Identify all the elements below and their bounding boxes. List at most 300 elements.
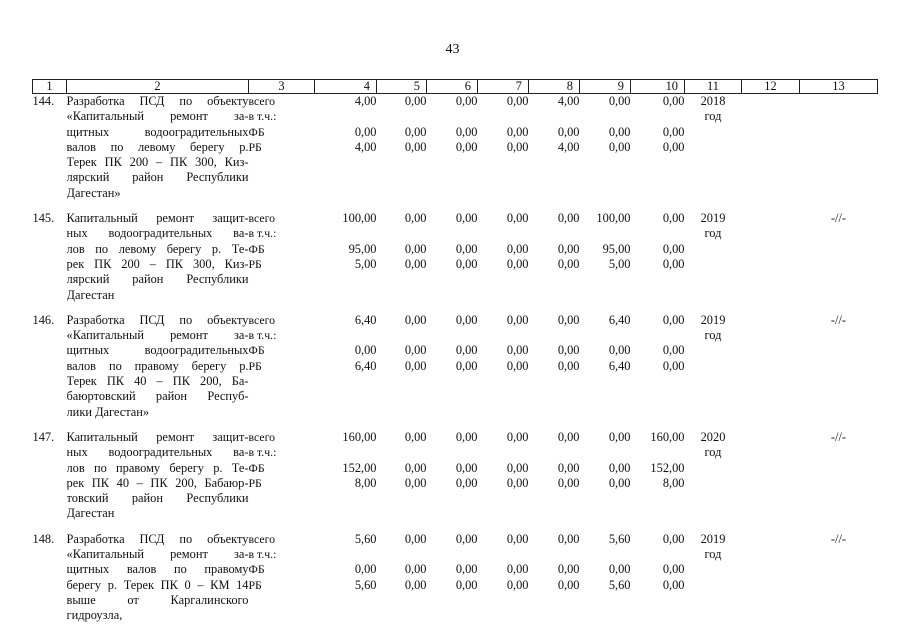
value-cell [315,313,377,430]
note-cell [800,532,878,634]
cell-line: 0,00 [404,312,427,327]
cell-line: 152,00 [342,460,377,475]
value-cell [580,211,631,313]
cell-line: 0,00 [506,312,529,327]
value-cell [427,532,478,634]
cell-line: 0,00 [455,211,478,226]
value-cell [580,430,631,532]
value-cell [427,94,478,212]
funding-source [249,430,315,532]
cell-line: год [704,547,722,562]
cell-line: РБ [248,577,262,592]
cell-line [631,109,685,124]
cell-line: -//- [830,531,847,546]
column-header: 13 [800,80,878,94]
object-name [67,94,249,212]
cell-line: 0,00 [557,343,580,358]
cell-line [478,109,529,124]
cell-line: 5,00 [608,256,631,271]
table-row [33,313,878,430]
cell-line: Капитальный ремонт защит- [66,429,249,444]
table-row [33,532,878,634]
cell-line: в т.ч.: [248,109,277,124]
cell-line: в т.ч.: [248,328,277,343]
cell-line: «Капитальный ремонт за- [66,109,249,124]
value-cell [631,211,685,313]
cell-line: 8,00 [662,475,685,490]
cell-line [377,445,427,460]
cell-line: 0,00 [662,256,685,271]
value-cell [631,430,685,532]
cell-line: 0,00 [354,562,377,577]
column-header: 12 [742,80,800,94]
cell-line: 160,00 [650,429,685,444]
cell-line: 0,00 [455,343,478,358]
column-header: 4 [315,80,377,94]
cell-line [315,547,377,562]
cell-line: 0,00 [662,531,685,546]
cell-line: 0,00 [557,562,580,577]
cell-line: 0,00 [404,460,427,475]
cell-line: -//- [830,312,847,327]
cell-line: 0,00 [455,94,478,108]
value-cell [478,211,529,313]
cell-line [315,109,377,124]
value-cell [529,430,580,532]
cell-line: 0,00 [557,460,580,475]
cell-line: щитных водооградительных [66,124,249,139]
cell-line: ных водооградительных ва- [66,226,249,241]
cell-line: 0,00 [354,343,377,358]
cell-line: в т.ч.: [248,445,277,460]
column-header: 6 [427,80,478,94]
cell-line: 0,00 [404,94,427,108]
table-body [33,94,878,634]
value-cell [631,532,685,634]
cell-line: «Капитальный ремонт за- [66,328,249,343]
cell-line: 5,00 [354,256,377,271]
cell-line: Терек ПК 200 – ПК 300, Киз- [66,155,249,170]
value-cell [529,532,580,634]
cell-line [631,445,685,460]
year-cell [685,313,742,430]
column-header: 11 [685,80,742,94]
cell-line: -//- [830,211,847,226]
cell-line: 0,00 [455,256,478,271]
cell-line: 6,40 [608,358,631,373]
column-12-cell [742,532,800,634]
value-cell [580,313,631,430]
cell-line: 0,00 [506,358,529,373]
cell-line: 0,00 [557,256,580,271]
cell-line [631,226,685,241]
cell-line: Разработка ПСД по объекту [66,312,249,327]
cell-line: 0,00 [506,562,529,577]
cell-line: год [704,226,722,241]
cell-line: 0,00 [455,124,478,139]
cell-line [427,445,478,460]
cell-line: 0,00 [608,429,631,444]
cell-line: Терек ПК 40 – ПК 200, Ба- [66,374,249,389]
value-cell [529,211,580,313]
cell-line [580,328,631,343]
cell-line: 0,00 [404,531,427,546]
value-cell [427,211,478,313]
cell-line: 0,00 [662,562,685,577]
cell-line: 5,60 [608,577,631,592]
value-cell [377,94,427,212]
row-number [33,211,67,313]
value-cell [377,430,427,532]
cell-line: год [704,328,722,343]
column-12-cell [742,211,800,313]
cell-line: 0,00 [455,241,478,256]
cell-line: 0,00 [455,460,478,475]
cell-line: 2019 [700,211,726,226]
cell-line: ФБ [248,562,265,577]
year-cell [685,532,742,634]
cell-line: 0,00 [506,94,529,108]
funding-source [249,313,315,430]
cell-line: 0,00 [506,256,529,271]
cell-line: 5,60 [354,577,377,592]
row-number [33,430,67,532]
value-cell [478,532,529,634]
cell-line [377,547,427,562]
value-cell [631,94,685,212]
cell-line: 2018 [700,94,726,108]
cell-line [631,547,685,562]
note-cell [800,313,878,430]
cell-line: 2019 [700,531,726,546]
cell-line: 0,00 [557,475,580,490]
cell-line: 0,00 [506,531,529,546]
cell-line [377,226,427,241]
value-cell [631,313,685,430]
cell-line: рек ПК 40 – ПК 200, Бабаюр- [66,475,249,490]
cell-line: ных водооградительных ва- [66,445,249,460]
cell-line: в т.ч.: [248,547,277,562]
cell-line: 2019 [700,312,726,327]
table-row [33,430,878,532]
column-header: 8 [529,80,580,94]
cell-line: 0,00 [404,211,427,226]
cell-line [742,94,800,109]
cell-line: лярский район Республики [66,170,249,185]
cell-line: ФБ [248,241,265,256]
cell-line: 145. [32,211,55,226]
cell-line [529,109,580,124]
funding-source [249,532,315,634]
cell-line: всего [248,429,276,444]
cell-line: 0,00 [608,124,631,139]
cell-line: 0,00 [662,312,685,327]
program-table [32,79,878,634]
value-cell [427,313,478,430]
year-cell [685,211,742,313]
cell-line: 0,00 [506,124,529,139]
cell-line [529,445,580,460]
cell-line [742,430,800,445]
cell-line: 0,00 [506,460,529,475]
cell-line: 0,00 [662,211,685,226]
cell-line: 0,00 [404,124,427,139]
cell-line: 0,00 [404,562,427,577]
cell-line: 0,00 [662,124,685,139]
cell-line: выше от Каргалинского [66,592,249,607]
cell-line [315,445,377,460]
cell-line: 0,00 [557,531,580,546]
column-header: 1 [33,80,67,94]
cell-line: 0,00 [455,531,478,546]
cell-line: 0,00 [404,256,427,271]
cell-line: 0,00 [662,94,685,108]
cell-line: 0,00 [404,429,427,444]
cell-line: Разработка ПСД по объекту [66,531,249,546]
cell-line: 0,00 [506,139,529,154]
cell-line: 0,00 [608,343,631,358]
column-header: 5 [377,80,427,94]
value-cell [315,94,377,212]
cell-line: 0,00 [506,577,529,592]
column-header: 10 [631,80,685,94]
cell-line [742,211,800,226]
cell-line: 4,00 [354,139,377,154]
cell-line: 0,00 [506,429,529,444]
cell-line: РБ [248,358,262,373]
column-12-cell [742,430,800,532]
cell-line: рек ПК 200 – ПК 300, Киз- [66,256,249,271]
cell-line: 0,00 [662,343,685,358]
cell-line: 8,00 [354,475,377,490]
cell-line [315,328,377,343]
cell-line: «Капитальный ремонт за- [66,547,249,562]
cell-line [427,547,478,562]
table-row [33,211,878,313]
cell-line: ФБ [248,460,265,475]
cell-line: 160,00 [342,429,377,444]
cell-line: РБ [248,256,262,271]
value-cell [427,430,478,532]
cell-line [742,532,800,547]
column-12-cell [742,313,800,430]
cell-line [529,547,580,562]
cell-line: гидроузла, [66,608,123,623]
cell-line: 0,00 [506,211,529,226]
cell-line [377,328,427,343]
cell-line [427,109,478,124]
cell-line: 0,00 [608,562,631,577]
cell-line: 95,00 [348,241,377,256]
cell-line: 6,40 [354,358,377,373]
cell-line [580,109,631,124]
cell-line: 0,00 [557,124,580,139]
note-cell [800,430,878,532]
table-header [33,80,878,94]
cell-line: 100,00 [596,211,631,226]
cell-line: валов по правому берегу р. [66,358,249,373]
cell-line: 0,00 [608,475,631,490]
cell-line: 0,00 [455,429,478,444]
cell-line: 0,00 [404,358,427,373]
object-name [67,211,249,313]
cell-line: 0,00 [662,358,685,373]
cell-line: 0,00 [506,241,529,256]
object-name [67,313,249,430]
cell-line: берегу р. Терек ПК 0 – КМ 14 [66,577,249,592]
cell-line: Разработка ПСД по объекту [66,94,249,108]
cell-line [742,313,800,328]
cell-line: 0,00 [557,577,580,592]
cell-line: -//- [830,429,847,444]
cell-line: 0,00 [455,475,478,490]
cell-line: всего [248,211,276,226]
cell-line: 0,00 [455,139,478,154]
cell-line: РБ [248,475,262,490]
cell-line: 0,00 [557,241,580,256]
value-cell [580,532,631,634]
cell-line: 0,00 [662,241,685,256]
year-cell [685,94,742,212]
cell-line: 146. [32,312,55,327]
column-12-cell [742,94,800,212]
value-cell [529,313,580,430]
value-cell [315,211,377,313]
cell-line: 5,60 [354,531,377,546]
cell-line: в т.ч.: [248,226,277,241]
cell-line [800,94,878,109]
value-cell [377,211,427,313]
cell-line [529,226,580,241]
cell-line: 0,00 [506,475,529,490]
cell-line: баюртовский район Респуб- [66,389,249,404]
cell-line: лики Дагестан» [66,404,150,419]
cell-line: Дагестан [66,506,115,521]
cell-line [580,226,631,241]
cell-line: щитных водооградительных [66,343,249,358]
cell-line: Дагестан» [66,185,121,200]
value-cell [315,430,377,532]
cell-line [478,226,529,241]
funding-source [249,94,315,212]
column-header: 7 [478,80,529,94]
column-number-row [33,80,878,94]
cell-line [427,328,478,343]
note-cell [800,94,878,212]
row-number [33,313,67,430]
cell-line: всего [248,531,276,546]
value-cell [478,313,529,430]
value-cell [529,94,580,212]
cell-line: 148. [32,531,55,546]
note-cell [800,211,878,313]
cell-line: 152,00 [650,460,685,475]
value-cell [580,94,631,212]
cell-line: 0,00 [557,211,580,226]
cell-line: всего [248,94,276,108]
cell-line: Капитальный ремонт защит- [66,211,249,226]
cell-line: 0,00 [557,429,580,444]
funding-source [249,211,315,313]
cell-line: 6,40 [354,312,377,327]
cell-line [631,328,685,343]
cell-line: 0,00 [455,312,478,327]
cell-line: 0,00 [557,312,580,327]
cell-line: лов по правому берегу р. Те- [66,460,249,475]
cell-line: 0,00 [557,358,580,373]
cell-line: щитных валов по правому [66,562,249,577]
cell-line: 144. [32,94,55,108]
cell-line: 0,00 [506,343,529,358]
cell-line: год [704,445,722,460]
cell-line: 4,00 [557,94,580,108]
cell-line [478,445,529,460]
cell-line: ФБ [248,343,265,358]
cell-line [427,226,478,241]
cell-line: 6,40 [608,312,631,327]
cell-line: 2020 [700,429,726,444]
table-row [33,94,878,212]
value-cell [315,532,377,634]
cell-line [580,547,631,562]
cell-line: 0,00 [662,577,685,592]
cell-line: 0,00 [662,139,685,154]
cell-line: 0,00 [455,358,478,373]
row-number [33,532,67,634]
cell-line: год [704,109,722,124]
cell-line: 4,00 [354,94,377,108]
cell-line: РБ [248,139,262,154]
value-cell [377,313,427,430]
cell-line: валов по левому берегу р. [66,139,249,154]
cell-line: 5,60 [608,531,631,546]
value-cell [478,94,529,212]
cell-line: 147. [32,429,55,444]
column-header: 3 [249,80,315,94]
cell-line: Дагестан [66,287,115,302]
row-number [33,94,67,212]
value-cell [478,430,529,532]
cell-line [580,445,631,460]
cell-line [377,109,427,124]
value-cell [377,532,427,634]
cell-line: 0,00 [455,562,478,577]
cell-line [529,328,580,343]
cell-line: 0,00 [404,139,427,154]
cell-line: 0,00 [608,460,631,475]
cell-line [315,226,377,241]
cell-line: 0,00 [354,124,377,139]
cell-line: 95,00 [602,241,631,256]
cell-line: лярский район Республики [66,272,249,287]
cell-line: 0,00 [404,577,427,592]
cell-line: всего [248,312,276,327]
year-cell [685,430,742,532]
cell-line [478,547,529,562]
cell-line: товский район Республики [66,491,249,506]
cell-line: 100,00 [342,211,377,226]
cell-line [478,328,529,343]
cell-line: 0,00 [608,94,631,108]
cell-line: 0,00 [455,577,478,592]
cell-line: 4,00 [557,139,580,154]
column-header: 9 [580,80,631,94]
column-header: 2 [67,80,249,94]
cell-line: 0,00 [404,475,427,490]
cell-line: 0,00 [608,139,631,154]
cell-line: ФБ [248,124,265,139]
object-name [67,430,249,532]
